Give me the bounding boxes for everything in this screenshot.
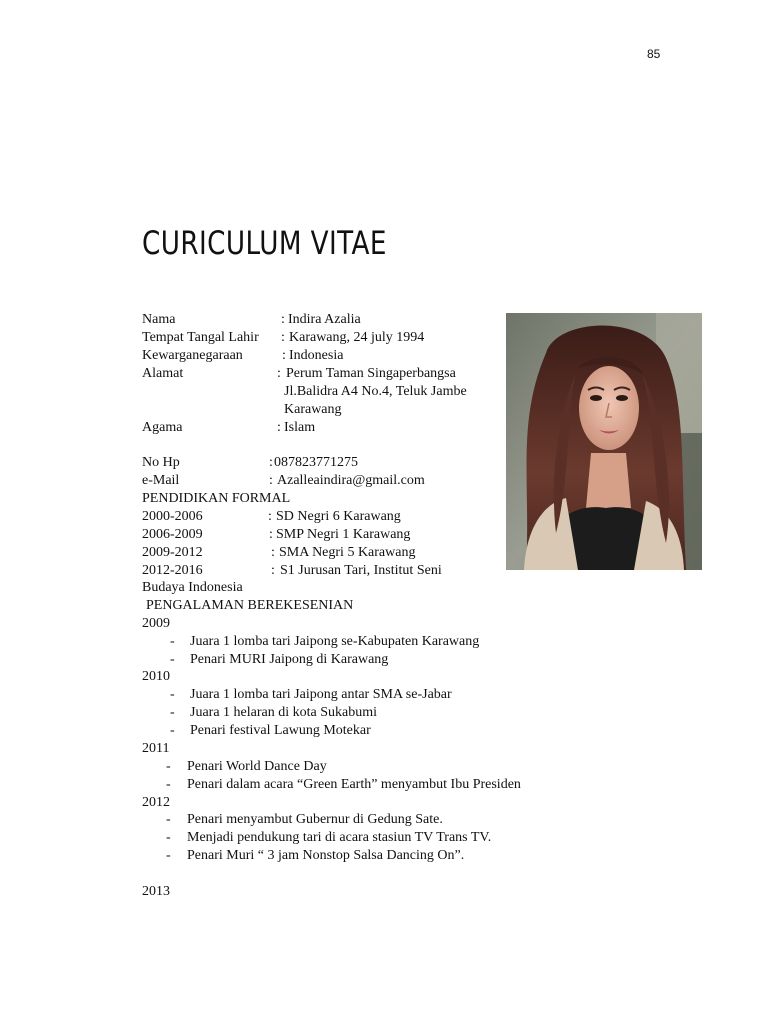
education-colon: : — [271, 563, 275, 578]
education-school: SMP Negri 1 Karawang — [276, 527, 411, 542]
bullet-dash: - — [170, 687, 175, 702]
bullet-dash: - — [170, 723, 175, 738]
education-colon: : — [271, 545, 275, 560]
page-title: CURICULUM VITAE — [142, 224, 387, 262]
address-line-1: Perum Taman Singaperbangsa — [286, 366, 456, 381]
experience-year: 2012 — [142, 795, 170, 810]
birth-label: Tempat Tangal Lahir — [142, 330, 259, 345]
religion-value: Islam — [284, 420, 316, 435]
phone-label: No Hp — [142, 455, 180, 470]
experience-item: Penari festival Lawung Motekar — [190, 723, 371, 738]
education-years: 2009-2012 — [142, 545, 203, 560]
portrait-photo — [506, 313, 702, 570]
religion-colon: : — [277, 420, 281, 435]
bullet-dash: - — [170, 634, 175, 649]
bullet-dash: - — [170, 705, 175, 720]
religion-label: Agama — [142, 420, 183, 435]
education-years: 2012-2016 — [142, 563, 203, 578]
email-value: Azalleaindira@gmail.com — [277, 473, 425, 488]
experience-heading: PENGALAMAN BEREKESENIAN — [146, 598, 354, 613]
bullet-dash: - — [166, 777, 171, 792]
phone-colon: : — [269, 455, 273, 470]
address-line-3: Karawang — [284, 402, 342, 417]
name-label: Nama — [142, 312, 176, 327]
bullet-dash: - — [166, 759, 171, 774]
experience-item: Juara 1 lomba tari Jaipong se-Kabupaten Karawang — [190, 634, 480, 649]
education-school: SD Negri 6 Karawang — [276, 509, 401, 524]
experience-item: Penari menyambut Gubernur di Gedung Sate. — [187, 812, 443, 827]
page-number: 85 — [647, 47, 661, 61]
birth-colon: : — [281, 330, 285, 345]
experience-item: Menjadi pendukung tari di acara stasiun TV Trans TV. — [187, 830, 492, 845]
nationality-value: Indonesia — [289, 348, 344, 363]
education-school: S1 Jurusan Tari, Institut Seni — [280, 563, 442, 578]
education-years: 2000-2006 — [142, 509, 203, 524]
experience-year: 2010 — [142, 669, 170, 684]
email-label: e-Mail — [142, 473, 180, 488]
nationality-label: Kewarganegaraan — [142, 348, 243, 363]
experience-year: 2009 — [142, 616, 170, 631]
experience-item: Penari dalam acara “Green Earth” menyambut Ibu Presiden — [187, 777, 521, 792]
education-heading: PENDIDIKAN FORMAL — [142, 491, 291, 506]
education-continuation: Budaya Indonesia — [142, 580, 243, 595]
experience-item: Juara 1 helaran di kota Sukabumi — [190, 705, 378, 720]
experience-year: 2013 — [142, 884, 170, 899]
address-label: Alamat — [142, 366, 184, 381]
experience-item: Penari MURI Jaipong di Karawang — [190, 652, 389, 667]
email-colon: : — [269, 473, 273, 488]
nationality-colon: : — [282, 348, 286, 363]
bullet-dash: - — [166, 812, 171, 827]
bullet-dash: - — [166, 848, 171, 863]
bullet-dash: - — [170, 652, 175, 667]
phone-value: 087823771275 — [274, 455, 358, 470]
name-colon: : — [281, 312, 285, 327]
birth-value: Karawang, 24 july 1994 — [289, 330, 425, 345]
address-colon: : — [277, 366, 281, 381]
experience-year: 2011 — [142, 741, 170, 756]
experience-item: Penari World Dance Day — [187, 759, 327, 774]
experience-item: Penari Muri “ 3 jam Nonstop Salsa Dancing On”. — [187, 848, 465, 863]
education-colon: : — [268, 509, 272, 524]
education-colon: : — [269, 527, 273, 542]
education-years: 2006-2009 — [142, 527, 203, 542]
education-school: SMA Negri 5 Karawang — [279, 545, 416, 560]
name-value: Indira Azalia — [288, 312, 361, 327]
bullet-dash: - — [166, 830, 171, 845]
address-line-2: Jl.Balidra A4 No.4, Teluk Jambe — [284, 384, 467, 399]
experience-item: Juara 1 lomba tari Jaipong antar SMA se-Jabar — [190, 687, 452, 702]
